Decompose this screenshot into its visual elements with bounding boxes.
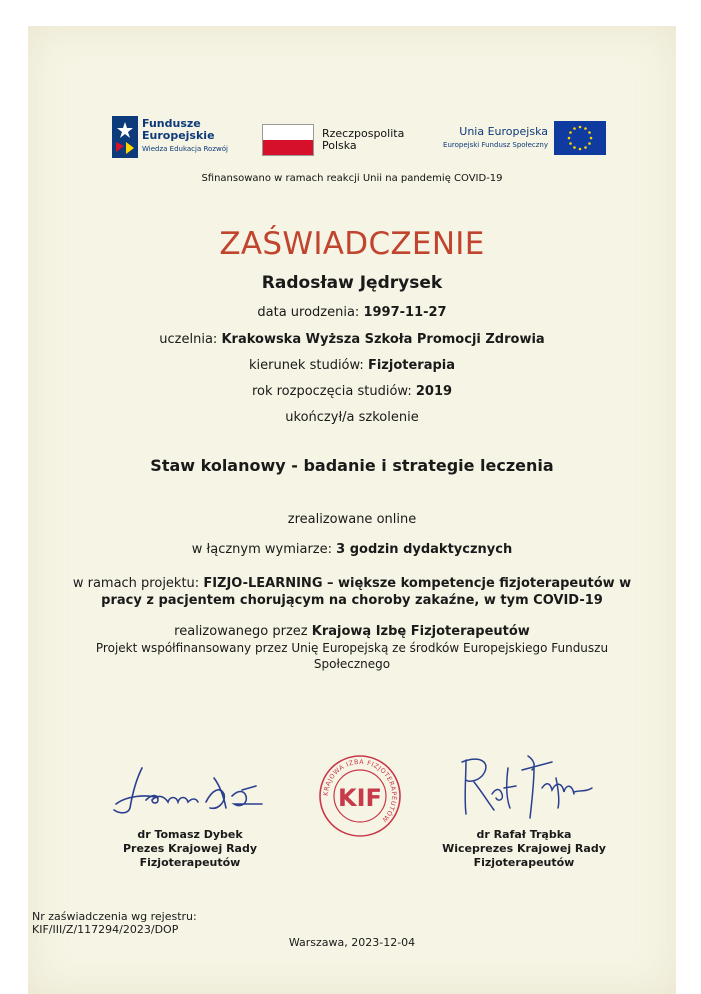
- field-value: Fizjoterapia: [367, 358, 456, 373]
- recipient-name: Radosław Jędrysek: [261, 273, 443, 293]
- pl-logo-text: Rzeczpospolita Polska: [322, 127, 405, 152]
- birth-date-label: data urodzenia:: [257, 305, 360, 320]
- left-signatory: [80, 828, 300, 870]
- left-signature-icon: [106, 760, 276, 820]
- hours-label: w łącznym wymiarze:: [191, 542, 333, 557]
- organizer-block: [28, 624, 676, 672]
- eu-logo-title: Unia Europejska: [459, 125, 548, 138]
- right-signatory-name: dr Rafał Trąbka: [476, 828, 572, 841]
- certificate-sheet: [28, 26, 676, 994]
- register-number-block: [32, 910, 197, 936]
- school-label: uczelnia:: [159, 332, 218, 347]
- rzeczpospolita-polska-logo: [262, 124, 432, 164]
- stamp-ring-text: KRAJOWA IZBA FIZJOTERAPEUTÓW: [321, 757, 399, 825]
- course-mode: zrealizowane online: [287, 512, 417, 527]
- unia-europejska-logo: [436, 121, 606, 161]
- kif-stamp-icon: [318, 754, 402, 838]
- birth-date-value: 1997-11-27: [363, 305, 447, 320]
- course-title: Staw kolanowy - badanie i strategie leczenia: [150, 456, 554, 475]
- project-value-line2: pracy z pacjentem chorującym na choroby zakaźne, w tym COVID-19: [101, 593, 603, 608]
- polish-flag-icon: [262, 124, 314, 156]
- start-year-row: [28, 384, 676, 399]
- cofinance-line1: Projekt współfinansowany przez Unię Europejską ze środków Europejskiego Funduszu: [95, 641, 609, 655]
- field-row: [28, 358, 676, 373]
- field-label: kierunek studiów:: [248, 358, 364, 373]
- register-label: Nr zaświadczenia wg rejestru:: [32, 910, 197, 923]
- organizer-label: realizowanego przez: [174, 624, 308, 639]
- funding-note: Sfinansowano w ramach reakcji Unii na pandemię COVID-19: [201, 173, 503, 184]
- completed-text: ukończył/a szkolenie: [285, 410, 419, 425]
- left-signatory-name: dr Tomasz Dybek: [137, 828, 243, 841]
- stamp-mark: KIF: [338, 784, 382, 812]
- right-signatory-role1: Wiceprezes Krajowej Rady: [442, 842, 606, 855]
- right-signature-icon: [452, 748, 602, 824]
- fe-logo-subtitle: Wiedza Edukacja Rozwój: [142, 145, 228, 153]
- start-year-label: rok rozpoczęcia studiów:: [251, 384, 412, 399]
- right-signatory: [414, 828, 634, 870]
- right-signatory-role2: Fizjoterapeutów: [473, 856, 575, 869]
- birth-date-row: [28, 305, 676, 320]
- fe-logo-text: Fundusze Europejskie: [142, 117, 215, 142]
- hours-row: [28, 542, 676, 557]
- hours-value: 3 godzin dydaktycznych: [336, 542, 513, 557]
- project-label: w ramach projektu:: [72, 576, 200, 591]
- eu-flag-icon: [554, 121, 606, 155]
- organizer-value: Krajową Izbę Fizjoterapeutów: [311, 624, 530, 639]
- eu-logo-subtitle: Europejski Fundusz Społeczny: [443, 141, 548, 149]
- project-value-line1: FIZJO-LEARNING – większe kompetencje fizjoterapeutów w: [203, 576, 632, 591]
- fundusze-europejskie-mark-icon: [112, 116, 138, 158]
- register-value: KIF/III/Z/117294/2023/DOP: [32, 923, 179, 936]
- fundusze-europejskie-logo: [112, 116, 252, 160]
- place-and-date: Warszawa, 2023-12-04: [288, 936, 416, 949]
- school-row: [28, 332, 676, 347]
- left-signatory-role2: Fizjoterapeutów: [139, 856, 241, 869]
- left-signatory-role1: Prezes Krajowej Rady: [122, 842, 258, 855]
- school-value: Krakowska Wyższa Szkoła Promocji Zdrowia: [221, 332, 545, 347]
- start-year-value: 2019: [415, 384, 453, 399]
- cofinance-line2: Społecznego: [313, 657, 391, 671]
- certificate-title: ZAŚWIADCZENIE: [219, 226, 485, 262]
- project-row: [28, 575, 676, 609]
